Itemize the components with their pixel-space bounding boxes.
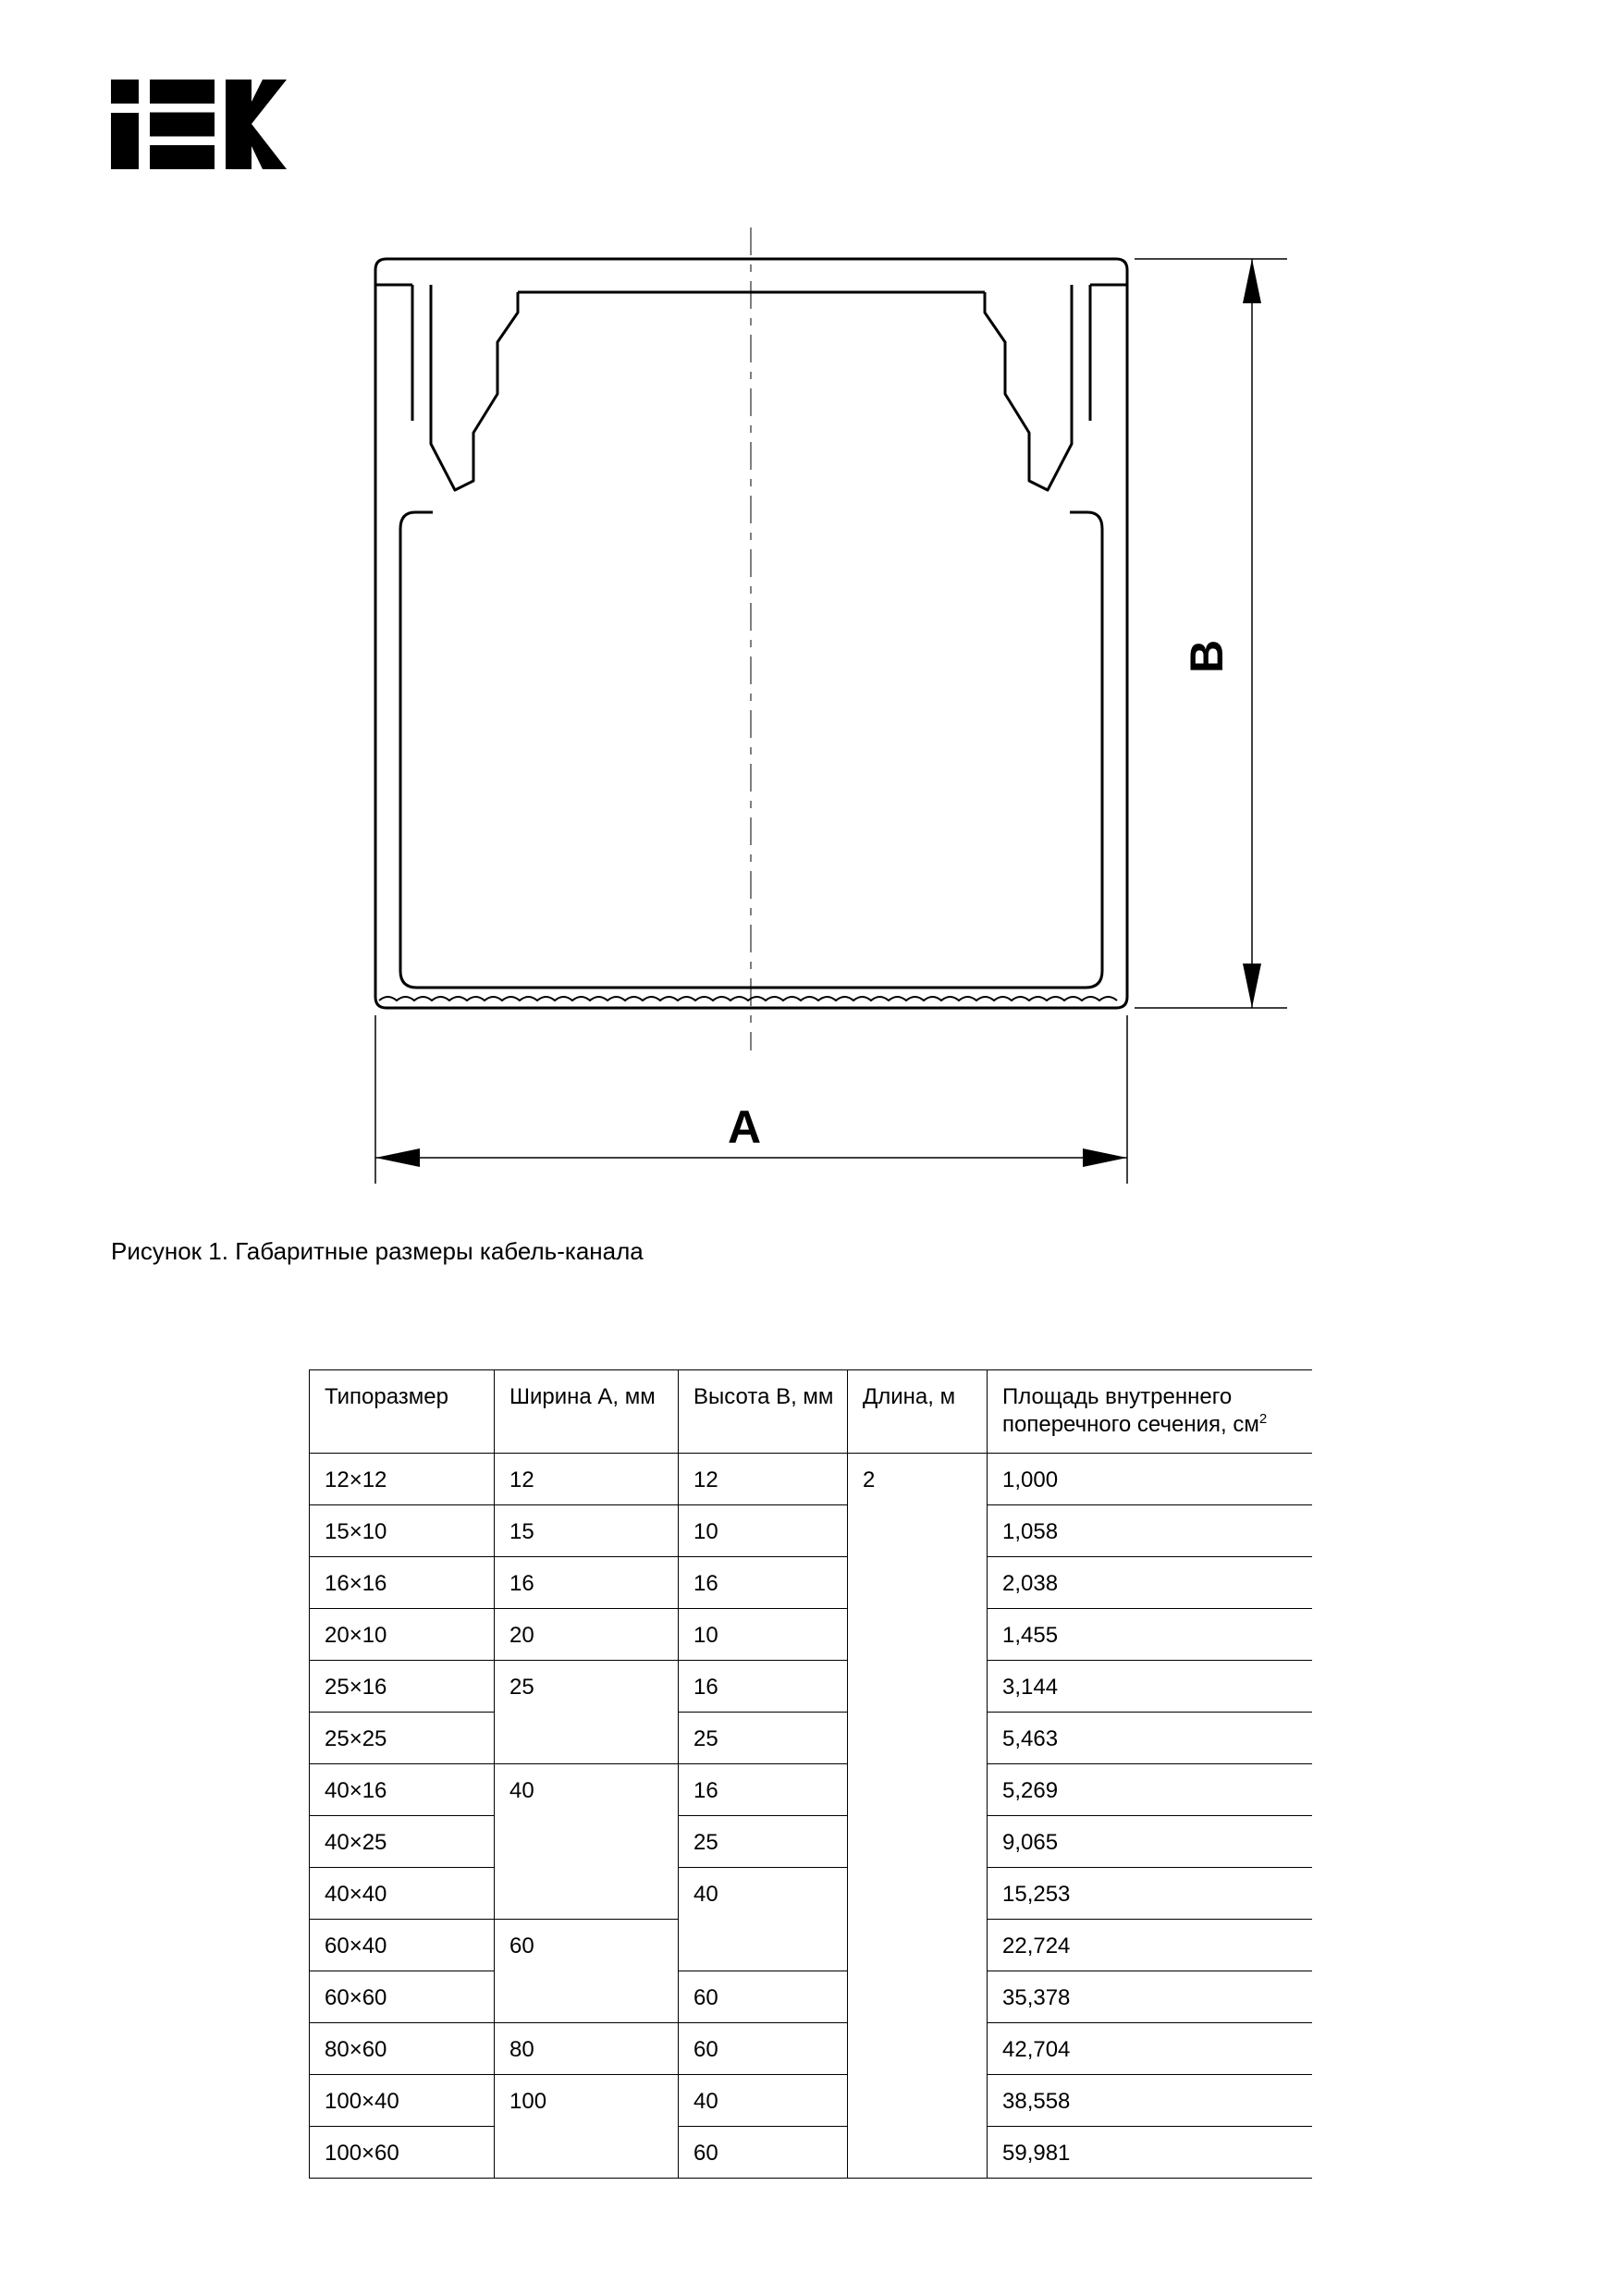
iek-logo xyxy=(111,80,287,174)
logo-e-bar-top xyxy=(150,80,215,104)
cell-size: 100×40 xyxy=(310,2075,495,2127)
cell-area: 1,058 xyxy=(988,1505,1312,1557)
cell-width-a: 12 xyxy=(495,1454,679,1505)
cell-width-a: 20 xyxy=(495,1609,679,1661)
figure-drawing xyxy=(0,222,1620,1290)
column-header-size: Типоразмер xyxy=(310,1370,495,1454)
column-header-height: Высота В, мм xyxy=(679,1370,848,1454)
area-header-superscript: 2 xyxy=(1258,1411,1268,1427)
cell-height-b: 12 xyxy=(679,1454,848,1505)
table-row xyxy=(310,2075,1312,2127)
column-header-width: Ширина А, мм xyxy=(495,1370,679,1454)
cell-size: 20×10 xyxy=(310,1609,495,1661)
table-row xyxy=(310,1505,1312,1557)
cell-area: 1,000 xyxy=(988,1454,1312,1505)
cell-width-a: 16 xyxy=(495,1557,679,1609)
cell-size: 100×60 xyxy=(310,2127,495,2179)
dim-b-arrow-top xyxy=(1243,259,1261,303)
cell-width-a: 80 xyxy=(495,2023,679,2075)
dim-b-label: B xyxy=(1181,639,1233,674)
cell-size: 40×16 xyxy=(310,1764,495,1816)
cell-width-a: 15 xyxy=(495,1505,679,1557)
cell-area: 42,704 xyxy=(988,2023,1312,2075)
cell-area: 9,065 xyxy=(988,1816,1312,1868)
table-row xyxy=(310,1713,1312,1764)
cell-area: 1,455 xyxy=(988,1609,1312,1661)
table-row xyxy=(310,2023,1312,2075)
table-row xyxy=(310,1816,1312,1868)
logo-i-dot xyxy=(111,80,139,104)
table-row xyxy=(310,1609,1312,1661)
latch-clip-right xyxy=(985,285,1072,490)
cell-height-b: 60 xyxy=(679,1971,848,2023)
cell-height-b: 10 xyxy=(679,1609,848,1661)
cell-size: 16×16 xyxy=(310,1557,495,1609)
table-row xyxy=(310,2127,1312,2179)
cell-height-b: 40 xyxy=(679,1868,848,1971)
logo-i-stem xyxy=(111,113,139,169)
table-header-row xyxy=(310,1370,1312,1454)
serrated-base-line xyxy=(379,997,1117,1001)
cell-size: 60×60 xyxy=(310,1971,495,2023)
iek-logo-glyphs xyxy=(111,80,287,169)
cell-area: 59,981 xyxy=(988,2127,1312,2179)
cell-height-b: 10 xyxy=(679,1505,848,1557)
dim-b-extension-lines xyxy=(1135,259,1287,1008)
cell-size: 40×40 xyxy=(310,1868,495,1920)
cell-height-b: 40 xyxy=(679,2075,848,2127)
dim-a-arrow-right xyxy=(1083,1148,1127,1167)
cell-width-a: 40 xyxy=(495,1764,679,1920)
cell-size: 25×16 xyxy=(310,1661,495,1713)
inner-ledge-left xyxy=(400,512,433,529)
latch-clip-left xyxy=(431,285,518,490)
dim-a-arrow-left xyxy=(375,1148,420,1167)
cell-area: 5,269 xyxy=(988,1764,1312,1816)
cell-height-b: 25 xyxy=(679,1713,848,1764)
cell-size: 25×25 xyxy=(310,1713,495,1764)
table-row xyxy=(310,1971,1312,2023)
cell-size: 12×12 xyxy=(310,1454,495,1505)
dimension-b xyxy=(1135,259,1287,1008)
cell-height-b: 16 xyxy=(679,1764,848,1816)
cell-height-b: 60 xyxy=(679,2127,848,2179)
figure-caption: Рисунок 1. Габаритные размеры кабель-канала xyxy=(111,1237,644,1265)
cell-area: 15,253 xyxy=(988,1868,1312,1920)
cell-height-b: 60 xyxy=(679,2023,848,2075)
cell-area: 38,558 xyxy=(988,2075,1312,2127)
dimensions-table xyxy=(309,1369,1312,2179)
table-row xyxy=(310,1557,1312,1609)
cell-size: 40×25 xyxy=(310,1816,495,1868)
dim-b-arrow-bottom xyxy=(1243,964,1261,1008)
cell-length: 2 xyxy=(848,1454,988,2179)
inner-ledge-right xyxy=(1070,512,1102,529)
cell-size: 60×40 xyxy=(310,1920,495,1971)
cell-width-a: 100 xyxy=(495,2075,679,2179)
dim-a-label: A xyxy=(727,1101,762,1153)
cell-area: 2,038 xyxy=(988,1557,1312,1609)
table-row xyxy=(310,1868,1312,1920)
logo-e-bar-mid xyxy=(150,113,215,137)
cell-area: 3,144 xyxy=(988,1661,1312,1713)
logo-k-upper-arm xyxy=(252,80,287,124)
logo-k-lower-arm xyxy=(252,124,287,169)
logo-k-stem xyxy=(226,80,252,169)
area-header-text: Площадь внутреннего поперечного сечения, см xyxy=(1002,1384,1259,1437)
table-row xyxy=(310,1661,1312,1713)
cell-height-b: 25 xyxy=(679,1816,848,1868)
cell-height-b: 16 xyxy=(679,1557,848,1609)
column-header-area xyxy=(988,1370,1312,1454)
column-header-length: Длина, м xyxy=(848,1370,988,1454)
cell-width-a: 60 xyxy=(495,1920,679,2023)
cell-size: 15×10 xyxy=(310,1505,495,1557)
cell-height-b: 16 xyxy=(679,1661,848,1713)
cell-size: 80×60 xyxy=(310,2023,495,2075)
table-row xyxy=(310,1454,1312,1505)
profile-inner-contour xyxy=(400,529,1102,988)
table-row xyxy=(310,1764,1312,1816)
logo-e-bar-bottom xyxy=(150,145,215,169)
cell-area: 5,463 xyxy=(988,1713,1312,1764)
cell-area: 22,724 xyxy=(988,1920,1312,1971)
cell-width-a: 25 xyxy=(495,1661,679,1764)
cell-area: 35,378 xyxy=(988,1971,1312,2023)
